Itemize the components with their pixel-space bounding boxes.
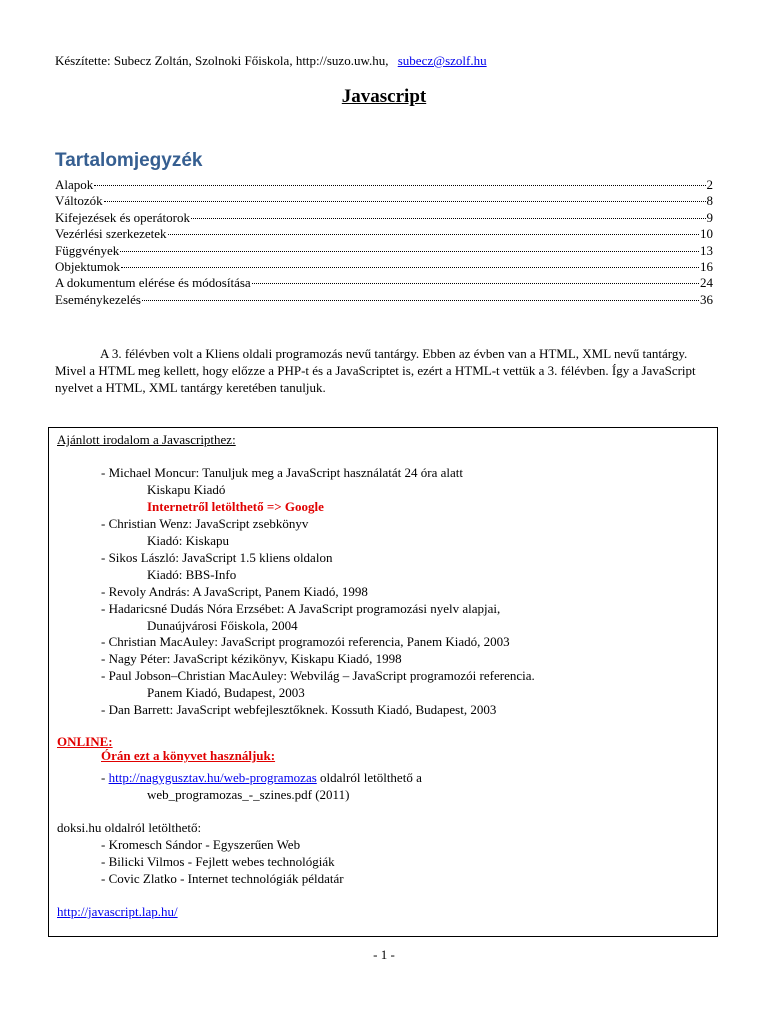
course-book-dash: - (101, 770, 109, 785)
toc-leader (120, 251, 699, 252)
author-email-link[interactable]: subecz@szolf.hu (397, 53, 487, 68)
author-text: Készítette: Subecz Zoltán, Szolnoki Főiskola, http://suzo.uw.hu, (55, 53, 389, 68)
literature-item: - Christian MacAuley: JavaScript programozói referencia, Panem Kiadó, 2003 (101, 634, 510, 649)
toc-entry-vezerlesi[interactable] (55, 226, 713, 242)
toc-leader (142, 300, 699, 301)
literature-item-detail: Kiskapu Kiadó (147, 482, 226, 497)
toc-entry-kifejezesek[interactable] (55, 210, 713, 226)
toc-entry-page: 13 (700, 242, 713, 258)
literature-heading: Ajánlott irodalom a Javascripthez: (57, 432, 236, 447)
literature-item: - Hadaricsné Dudás Nóra Erzsébet: A JavaScript programozási nyelv alapjai, (101, 601, 501, 616)
toc-entry-page: 10 (700, 226, 713, 242)
toc-entry-valtozok[interactable] (55, 193, 713, 209)
toc-entry-page: 24 (700, 275, 713, 291)
toc-leader (168, 234, 699, 235)
page-number: - 1 - (373, 947, 395, 962)
doksi-item: - Bilicki Vilmos - Fejlett webes technológiák (101, 854, 335, 869)
author-line (55, 53, 487, 69)
doksi-item: - Kromesch Sándor - Egyszerűen Web (101, 837, 301, 852)
doksi-item: - Covic Zlatko - Internet technológiák példatár (101, 871, 344, 886)
doksi-heading: doksi.hu oldalról letölthető: (57, 820, 202, 835)
toc-leader (121, 267, 699, 268)
literature-item: - Dan Barrett: JavaScript webfejlesztőknek. Kossuth Kiadó, Budapest, 2003 (101, 702, 497, 717)
toc-leader (104, 201, 706, 202)
literature-item: - Nagy Péter: JavaScript kézikönyv, Kiskapu Kiadó, 1998 (101, 651, 402, 666)
recommended-literature-box (48, 427, 718, 937)
javascript-lap-link[interactable]: http://javascript.lap.hu/ (57, 904, 178, 919)
toc-entry-alapok[interactable] (55, 177, 713, 193)
toc-entry-dokumentum[interactable] (55, 275, 713, 291)
toc-entry-esemenykezeles[interactable] (55, 292, 713, 308)
toc-entry-page: 2 (706, 177, 713, 192)
literature-item: - Michael Moncur: Tanuljuk meg a JavaScript használatát 24 óra alatt (101, 465, 464, 480)
document-title: Javascript (341, 86, 427, 107)
table-of-contents (55, 177, 713, 308)
literature-item: - Revoly András: A JavaScript, Panem Kiadó, 1998 (101, 584, 368, 599)
toc-entry-label: Alapok (55, 177, 94, 192)
online-label: ONLINE: (57, 734, 113, 749)
toc-entry-fuggvenyek[interactable] (55, 243, 713, 259)
course-book-line (101, 770, 422, 786)
course-book-heading: Órán ezt a könyvet használjuk: (101, 748, 276, 763)
toc-entry-label: Függvények (55, 242, 120, 258)
toc-entry-page: 16 (700, 258, 713, 274)
toc-entry-label: Kifejezések és operátorok (55, 209, 190, 225)
toc-entry-label: A dokumentum elérése és módosítása (55, 275, 251, 291)
course-book-file: web_programozas_-_szines.pdf (2011) (147, 787, 350, 802)
course-book-link[interactable]: http://nagygusztav.hu/web-programozas (108, 770, 317, 785)
literature-item: - Christian Wenz: JavaScript zsebkönyv (101, 516, 309, 531)
literature-item-detail: Kiadó: Kiskapu (147, 533, 229, 548)
toc-leader (94, 185, 705, 186)
toc-entry-label: Eseménykezelés (55, 291, 141, 307)
intro-paragraph: A 3. félévben volt a Kliens oldali programozás nevű tantárgy. Ebben az évben van a HTML, XML nevű tantárgy. Mivel a HTML meg kellett, hogy előzze a PHP-t és a JavaScriptet is, ezért a HTML-t vettük a 3. félévben. Így a JavaScript nyelvet a HTML, XML tantárgy keretében tanuljuk. (55, 346, 696, 395)
toc-entry-objektumok[interactable] (55, 259, 713, 275)
toc-entry-label: Vezérlési szerkezetek (55, 226, 167, 242)
toc-entry-page: 36 (700, 291, 713, 307)
course-book-suffix: oldalról letölthető a (316, 770, 422, 785)
toc-entry-label: Objektumok (55, 258, 120, 274)
toc-entry-page: 9 (706, 209, 713, 225)
download-note: Internetről letölthető => Google (147, 499, 324, 514)
toc-entry-page: 8 (706, 193, 713, 209)
literature-item-detail: Dunaújvárosi Főiskola, 2004 (147, 618, 298, 633)
literature-item-detail: Panem Kiadó, Budapest, 2003 (147, 685, 305, 700)
literature-item: - Paul Jobson–Christian MacAuley: Webvilág – JavaScript programozói referencia. (101, 668, 535, 683)
toc-leader (191, 218, 706, 219)
toc-entry-label: Változók (55, 193, 103, 209)
toc-heading: Tartalomjegyzék (55, 150, 203, 171)
literature-item-detail: Kiadó: BBS-Info (147, 567, 237, 582)
toc-leader (252, 283, 699, 284)
literature-item: - Sikos László: JavaScript 1.5 kliens oldalon (101, 550, 333, 565)
